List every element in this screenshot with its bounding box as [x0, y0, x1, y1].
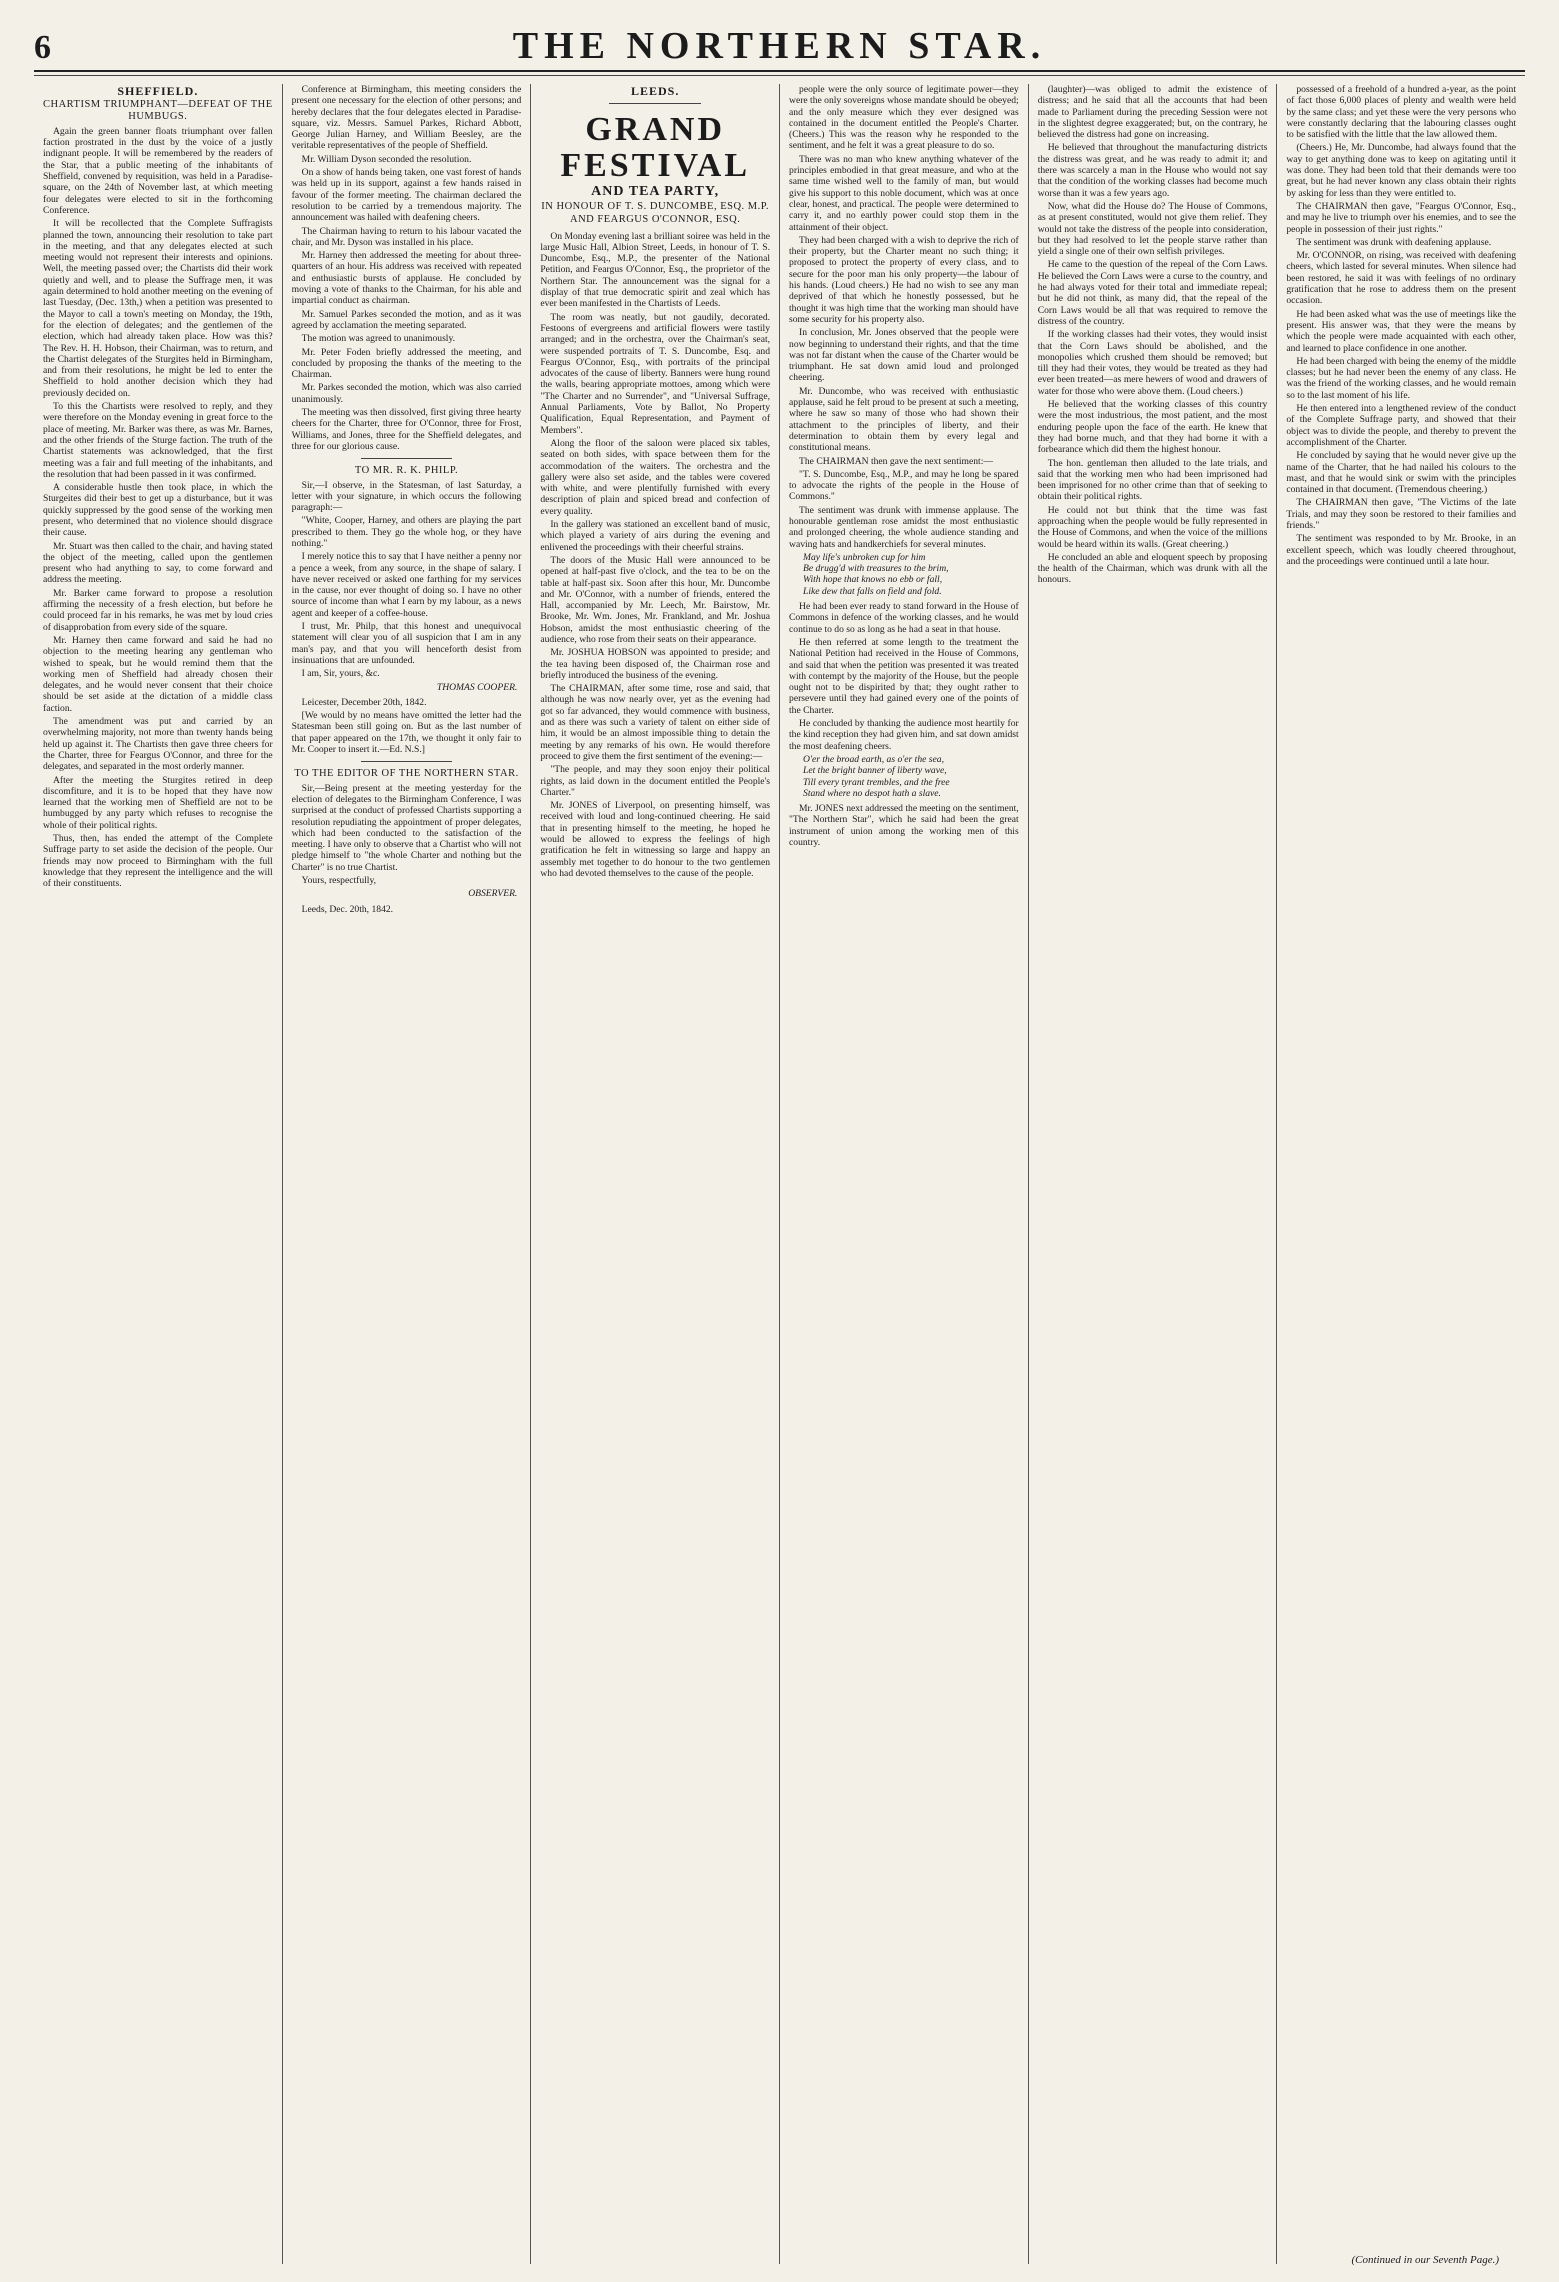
article-paragraph: Mr. JOSHUA HOBSON was appointed to preside; and the tea having been disposed of, the Chairman rose and briefly introduced the business of the evening. — [540, 647, 771, 681]
article-paragraph: Mr. Barker came forward to propose a resolution affirming the necessity of a fresh election, but before he could proceed far in his remarks, he was met by loud cries of disapprobation from every side of the square. — [43, 587, 273, 633]
article-paragraph: Mr. Harney then addressed the meeting for about three-quarters of an hour. His address was received with repeated and enthusiastic bursts of applause. He concluded by moving a vote of thanks to the Chairman, for his able and impartial conduct as chairman. — [291, 250, 522, 307]
column-6 — [1277, 84, 1525, 2264]
article-paragraph: Mr. Samuel Parkes seconded the motion, and as it was agreed by acclamation the meeting separated. — [291, 308, 522, 331]
article-paragraph: On Monday evening last a brilliant soiree was held in the large Music Hall, Albion Street, Leeds, in honour of T. S. Duncombe, Esq., M.P., the presenter of the National Petition, and Feargus O'Connor, Esq., the proprietor of the Northern Star. The announcement was the signal for a display of that true democratic spirit and zeal which has ever been manifested in the Chartists of Leeds. — [540, 230, 771, 310]
column-1 — [34, 84, 283, 2264]
letter-place-date: Leeds, Dec. 20th, 1842. — [301, 903, 394, 915]
letter-paragraph: I merely notice this to say that I have neither a penny nor a pence a week, from any source, in the shape of salary. I have never received or asked one farthing for my services in the cause, nor ever thought of doing so. I have no other source of income than what I earn by my labour, as a news agent and keeper of a coffee-house. — [291, 551, 522, 619]
article-paragraph: Mr. Duncombe, who was received with enthusiastic applause, said he felt proud to be present at such a meeting, where he saw so many of those who had shown their attachment to the principles of liberty, and their determination to obtain them by every legal and constitutional means. — [789, 385, 1019, 454]
article-paragraph: The CHAIRMAN then gave the next sentiment:— — [799, 455, 993, 467]
article-paragraph: They had been charged with a wish to deprive the rich of their property, but the Charter meant no such thing; it proposed to protect the property of every class, and to secure for the poor man his only property—the labour of his hands. (Loud cheers.) He had no wish to see any man deprived of that which he honestly possessed, but he thought it was high time that the working man should have some security for his property also. — [789, 234, 1019, 325]
verse — [803, 754, 1019, 799]
article-subheading: CHARTISM TRIUMPHANT—DEFEAT OF THE HUMBUGS. — [43, 99, 273, 122]
article-paragraph: In the gallery was stationed an excellent band of music, which played a variety of airs during the evening and enlivened the proceedings with their cheerful strains. — [540, 519, 771, 553]
article-paragraph: The amendment was put and carried by an overwhelming majority, not more than twenty hands being held up against it. The Chartists then gave three cheers for the Charter, three for Feargus O'Connor, and three for the delegates, and separated in the most orderly manner. — [43, 716, 273, 773]
verse-line: Be drugg'd with treasures to the brim, — [803, 563, 949, 575]
letter-paragraph: I trust, Mr. Philp, that this honest and unequivocal statement will clear you of all suspicion that I am in any man's pay, and that you will henceforth desist from insinuations that are unfounded. — [291, 621, 522, 666]
divider — [361, 458, 453, 459]
article-paragraph: The motion was agreed to unanimously. — [301, 333, 456, 345]
article-paragraph: The sentiment was responded to by Mr. Brooke, in an excellent speech, which was loudly cheered throughout, and the proceedings were continued until a late hour. — [1286, 533, 1517, 567]
article-paragraph: The CHAIRMAN, after some time, rose and said, that although he was now nearly over, yet as the evening had got so far advanced, they would commence with business, and as there was such a variety of talent on either side of him, it would be an almost impossible thing to detain the meeting by any remarks of his own. He would therefore proceed to give them the first sentiment of the evening:— — [540, 683, 771, 762]
editor-note: [We would by no means have omitted the letter had the Statesman been still going on. But as the last number of that paper appeared on the 17th, we thought it only fair to Mr. Cooper to insert it.—Ed. N.S.] — [291, 710, 522, 756]
article-paragraph: (Cheers.) He, Mr. Duncombe, had always found that the way to get anything done was to keep on agitating until it was done. They had been told that their demands were too great, but he had never known any class obtain their rights by asking for less than they were entitled to. — [1286, 142, 1517, 199]
verse-line: With hope that knows no ebb or fall, — [803, 574, 943, 586]
article-paragraph: Mr. William Dyson seconded the resolution. — [301, 153, 472, 165]
divider — [609, 103, 701, 104]
verse-line: O'er the broad earth, as o'er the sea, — [803, 753, 944, 765]
column-5 — [1029, 84, 1278, 2264]
newspaper-title: THE NORTHERN STAR. — [512, 25, 1047, 67]
article-paragraph: If the working classes had their votes, they would insist that the Corn Laws should be abolished, and the monopolies which crushed them should be removed; but till they had their votes, they would be treated as they had ever been treated—as mere hewers of wood and drawers of water for those who were above them. (Loud cheers.) — [1037, 329, 1268, 397]
masthead — [34, 24, 1525, 72]
article-paragraph: The sentiment was drunk with deafening applause. — [1296, 236, 1492, 248]
verse-line: Like dew that falls on field and fold. — [803, 585, 942, 597]
masthead-rule — [34, 75, 1525, 76]
letter-paragraph: "White, Cooper, Harney, and others are playing the part prescribed to them. They go the whole hog, or they have nothing." — [291, 515, 522, 549]
verse-line: Stand where no despot hath a slave. — [803, 787, 941, 799]
column-2 — [283, 84, 532, 2264]
article-paragraph: Mr. Parkes seconded the motion, which was also carried unanimously. — [291, 382, 522, 405]
section-heading: SHEFFIELD. — [117, 84, 199, 98]
columns — [34, 84, 1525, 2264]
article-paragraph: Along the floor of the saloon were placed six tables, seated on both sides, with space between them for the accommodation of the waiters. The orchestra and the gallery were also set aside, and the tables were covered with white, and were plentifully furnished with every description of plain and spiced bread and confection of every quality. — [540, 437, 771, 517]
article-paragraph: He believed that throughout the manufacturing districts the distress was great, and he was ready to admit it; and there was scarcely a man in the House who would not say that the condition of the working classes had become much worse than it was a few years ago. — [1037, 142, 1268, 199]
article-paragraph: The meeting was then dissolved, first giving three hearty cheers for the Charter, three for O'Connor, three for Frost, Williams, and Jones, three for the Sheffield delegates, and three for our glorious cause. — [291, 407, 522, 452]
article-paragraph: He believed that the working classes of this country were the most industrious, the most patient, and the most enduring people upon the face of the earth. He knew that they had borne much, and that they had borne it with a forbearance which did them the highest honour. — [1037, 399, 1268, 456]
article-paragraph: The Chairman having to return to his labour vacated the chair, and Mr. Dyson was installed in his place. — [291, 225, 522, 248]
letter-place-date: Leicester, December 20th, 1842. — [301, 696, 427, 708]
article-paragraph: Mr. JONES of Liverpool, on presenting himself, was received with loud and long-continued cheering. He said that in presenting himself to the meeting, he hoped he would be allowed to express the feelings of high gratification he felt in witnessing so large and happy an assembly met together to do honour to the two gentlemen who had devoted themselves to the cause of the people. — [540, 800, 771, 879]
article-paragraph: (laughter)—was obliged to admit the existence of distress; and he said that all the accounts that had been made to Parliament during the preceding Session were not in the slightest degree exaggerated; but, on the contrary, he believed the distress had gone on increasing. — [1037, 84, 1268, 141]
letter-paragraph: Yours, respectfully, — [301, 875, 377, 886]
verse-line: Let the bright banner of liberty wave, — [803, 765, 947, 777]
article-paragraph: The CHAIRMAN then gave, "Feargus O'Connor, Esq., and may he live to triumph over his enemies, and to see the people in possession of their just rights." — [1286, 200, 1517, 235]
divider — [361, 761, 453, 762]
article-paragraph: There was no man who knew anything whatever of the principles embodied in that great measure, and who at the same time wished well to the family of man, but would give his support to this noble document, which was at once clear, honest, and practical. The people were determined to carry it, and no earthly power could stop them in the attainment of their object. — [789, 153, 1019, 233]
article-paragraph: "The people, and may they soon enjoy their political rights, as laid down in the document entitled the People's Charter." — [540, 764, 771, 798]
article-paragraph: The doors of the Music Hall were announced to be opened at half-past five o'clock, and the tea to be on the table at half-past six. Soon after this hour, Mr. Duncombe and Mr. O'Connor, with a number of friends, entered the Hall, accompanied by Mr. Leech, Mr. Bairstow, Mr. Brooke, Mr. Wm. Jones, Mr. Frankland, and Mr. Joshua Hobson, amidst the most enthusiastic cheering of the audience, who rose from their seats on their appearance. — [540, 554, 771, 645]
letter-heading: TO MR. R. K. PHILP. — [354, 465, 459, 477]
verse — [803, 552, 1019, 597]
page-number: 6 — [34, 29, 51, 66]
article-paragraph: The room was neatly, but not gaudily, decorated. Festoons of evergreens and artificial flowers were tastily arranged; and in the orchestra, over the Chairman's seat, were suspended portraits of T. S. Duncombe, Esq. and Feargus O'Connor, Esq., with portraits of the principal advocates of the cause of liberty. Banners were hung round the walls, bearing appropriate mottoes, among which were "The Charter and no Surrender", and "Universal Suffrage, Annual Parliaments, Vote by Ballot, No Property Qualification, Equal Representation, and Payment of Members". — [540, 311, 771, 436]
article-paragraph: Now, what did the House do? The House of Commons, as at present constituted, would not give them relief. They would not take the distress of the people into consideration, but they had resolved to let the people starve rather than yield a single one of their own selfish privileges. — [1037, 200, 1268, 258]
article-paragraph: He had been charged with being the enemy of the middle classes; but he had never been the enemy of any class. He was the friend of the working classes, and he would remain so to the last moment of his life. — [1286, 355, 1517, 401]
article-paragraph: Again the green banner floats triumphant over fallen faction prostrated in the dust by the voice of a justly indignant people. It will be remembered by the readers of the Star, that a public meeting of the inhabitants of Sheffield, convened by requisition, was held in a Paradise-square, on the 24th of November last, at which meeting four delegates were elected to sit in the forthcoming Conference. — [43, 125, 273, 216]
section-heading: LEEDS. — [631, 84, 680, 98]
article-paragraph: After the meeting the Sturgites retired in deep discomfiture, and it is to be hoped that they have now learned that the working men of Sheffield are not to be humbugged by any party which refuses to recognise the whole of their political rights. — [43, 774, 273, 831]
article-paragraph: The sentiment was drunk with immense applause. The honourable gentleman rose amidst the most enthusiastic and prolonged cheering, the whole audience standing and waving hats and handkerchiefs for several minutes. — [789, 504, 1019, 550]
article-paragraph: Mr. O'CONNOR, on rising, was received with deafening cheers, which lasted for several minutes. When silence had been restored, he said it was with feelings of no ordinary gratification that he rose to address them on the present occasion. — [1286, 250, 1517, 307]
article-paragraph: "T. S. Duncombe, Esq., M.P., and may he long be spared to advocate the rights of the people in the House of Commons." — [789, 468, 1019, 503]
letter-signature: THOMAS COOPER. — [436, 681, 518, 693]
article-paragraph: Mr. Harney then came forward and said he had no objection to the meeting hearing any gentleman who wished to speak, but he would remind them that the working men of Sheffield had already chosen their delegates, and he would never consent that their choice should be set aside at the dictation of a middle class faction. — [43, 634, 273, 714]
letter-paragraph: Sir,—Being present at the meeting yesterday for the election of delegates to the Birmingham Conference, I was surprised at the conduct of professed Chartists supporting a resolution repudiating the appointment of proper delegates, which had been conducted to the satisfaction of the meeting. I have only to observe that a Chartist who will not pledge himself to "the whole Charter and nothing but the Charter" is no true Chartist. — [291, 782, 522, 873]
article-paragraph: He then entered into a lengthened review of the conduct of the Complete Suffrage party, and showed that their object was to divide the people, and thereby to prevent the accomplishment of the Charter. — [1286, 403, 1517, 448]
article-paragraph: Mr. Peter Foden briefly addressed the meeting, and concluded by proposing the thanks of the meeting to the Chairman. — [291, 346, 522, 381]
festival-title: GRAND FESTIVAL — [560, 111, 751, 185]
article-paragraph: Mr. Stuart was then called to the chair, and having stated the object of the meeting, called upon the gentlemen present who had anything to say, to come forward and address the meeting. — [43, 540, 273, 586]
article-paragraph: Mr. JONES next addressed the meeting on the sentiment, "The Northern Star", which he said had been the great instrument of union among the working men of this country. — [789, 803, 1019, 848]
article-paragraph: It will be recollected that the Complete Suffragists planned the town, announcing their resolution to take part in the meeting, and that any delegates elected at such meeting would not represent their interests and opinions. Well, the meeting passed over; the Chartists did their work quietly and well, and to please the Suffrage men, it was again determined to hold another meeting on the evening of last Tuesday, (Dec. 13th,) when a petition was presented to the Mayor to call a town's meeting on Monday, the 19th, for the election of delegates; and the gentlemen of the election, which had already taken place. How was this? The Rev. H. H. Hobson, their Chairman, was to return, and the Chartist delegates of the Sturgites held in Birmingham, and from their resolutions, he might be led to enter the Sheffield to hold another decision which they had previously decided on. — [43, 218, 273, 399]
article-paragraph: He concluded by saying that he would never give up the name of the Charter, that he had nailed his colours to the mast, and that he would sink or swim with the principles contained in that document. (Tremendous cheering.) — [1286, 450, 1517, 496]
article-paragraph: Conference at Birmingham, this meeting considers the present one necessary for the election of other persons; and hereby declares that the four delegates elected in Paradise-square, viz. Messrs. Samuel Parkes, Richard Abbott, George Julian Harney, and William Beesley, are the veritable representatives of the people of Sheffield. — [291, 84, 522, 152]
article-paragraph: A considerable hustle then took place, in which the Sturgeites did their best to get up a disturbance, but it was quickly suppressed by the good sense of the working men present, who determined that no violence should disgrace their cause. — [43, 482, 273, 539]
continued-notice: (Continued in our Seventh Page.) — [1351, 2254, 1499, 2266]
column-3 — [531, 84, 780, 2264]
letter-paragraph: I am, Sir, yours, &c. — [301, 668, 380, 680]
article-paragraph: He could not but think that the time was fast approaching when the people would be fully represented in the House of Commons, and when the voice of the millions would be heard within its walls. (Great cheering.) — [1037, 504, 1268, 550]
article-paragraph: The hon. gentleman then alluded to the late trials, and said that the working men who had been imprisoned had been imprisoned for no other crime than that of seeking to obtain their political rights. — [1037, 457, 1268, 503]
article-paragraph: The CHAIRMAN then gave, "The Victims of the late Trials, and may they soon be restored to their families and friends." — [1286, 497, 1517, 531]
article-paragraph: He had been ever ready to stand forward in the House of Commons in defence of the working classes, and he would continue to do so as long as he had a seat in that house. — [789, 601, 1019, 635]
article-paragraph: possessed of a freehold of a hundred a-year, as the point of fact those 6,000 places of plenty and wealth were held by the same class; and yet these were the very persons who were constantly declaring that the labouring classes ought to be satisfied with the little that the law allowed them. — [1286, 84, 1517, 141]
article-paragraph: Thus, then, has ended the attempt of the Complete Suffrage party to set aside the decision of the people. Our friends may now proceed to Birmingham with the full knowledge that they represent the intelligence and the will of their constituents. — [43, 833, 273, 890]
letter-heading: TO THE EDITOR OF THE NORTHERN STAR. — [294, 768, 519, 780]
article-paragraph: He then referred at some length to the treatment the National Petition had received in the House of Commons, and said that when the petition was presented it was treated with contempt by the majority of the House, but the people ought not to be dispirited by that; they ought rather to persevere until they had gained every one of the points of the Charter. — [789, 636, 1019, 716]
article-paragraph: In conclusion, Mr. Jones observed that the people were now beginning to understand their rights, and that the time was not far distant when the cause of the Charter would be triumphant. He sat down amid loud and prolonged cheering. — [789, 327, 1019, 384]
article-paragraph: He came to the question of the repeal of the Corn Laws. He believed the Corn Laws were a curse to the country, and he had always voted for their total and immediate repeal; but he did not think, as many did, that the repeal of the Corn Laws would be all that was required to remove the distress of the country. — [1037, 259, 1268, 327]
letter-paragraph: Sir,—I observe, in the Statesman, of last Saturday, a letter with your signature, in which occurs the following paragraph:— — [291, 479, 522, 514]
festival-subtitle: AND TEA PARTY, — [591, 184, 720, 200]
article-paragraph: He concluded an able and eloquent speech by proposing the health of the Chairman, which was drunk with all the honours. — [1037, 551, 1268, 586]
article-paragraph: To this the Chartists were resolved to reply, and they were therefore on the Monday evening in great force to the place of meeting. Mr. Barker was there, as was Mr. Barnes, and the other friends of the Sturge faction. The truth of the Chartist statements was acknowledged, that the first meeting was a fair and full meeting of the inhabitants, and the resolution that had been passed in it was confirmed. — [43, 401, 273, 480]
verse-line: May life's unbroken cup for him — [803, 551, 926, 563]
verse-line: Till every tyrant trembles, and the free — [803, 776, 950, 788]
letter-signature: OBSERVER. — [468, 888, 518, 900]
article-paragraph: He had been asked what was the use of meetings like the present. His answer was, that they were the means by which the people were made acquainted with each other, and learned to place confidence in one another. — [1286, 308, 1517, 354]
column-4 — [780, 84, 1029, 2264]
festival-honour-line: IN HONOUR OF T. S. DUNCOMBE, ESQ. M.P. AND FEARGUS O'CONNOR, ESQ. — [541, 200, 770, 225]
article-paragraph: On a show of hands being taken, one vast forest of hands was held up in its support, against a few hands raised in favour of the former meeting. The chairman declared the resolution to be carried by a tremendous majority. The announcement was hailed with deafening cheers. — [291, 167, 522, 224]
article-paragraph: He concluded by thanking the audience most heartily for the kind reception they had given him, and sat down amidst the most deafening cheers. — [789, 718, 1019, 752]
article-paragraph: people were the only source of legitimate power—they were the only sovereigns whose mandate should be obeyed; and the only measure which they ever designed was contained in the document entitled the People's Charter. (Cheers.) This was the reason why he responded to the sentiment, and he felt it was a great pleasure to do so. — [789, 84, 1019, 152]
